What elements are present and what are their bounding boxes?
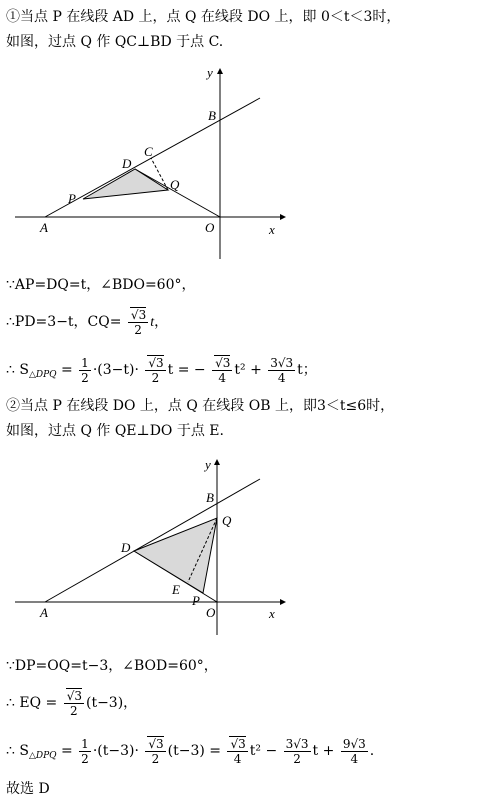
fig2-label-A: A xyxy=(40,605,48,620)
case2-area-line: ∴ $S_{\triangle DPQ}$ = $\frac{1}{2}$ ·(t−3)· $\frac{√3}{2}$ (t−3) = $\frac{√3}{4}$ t² − $\frac{3√3}{2}$ t + $\frac{9√3}{4}$ . xyxy=(6,736,375,766)
fig1-label-Q: Q xyxy=(170,177,180,192)
case2-eq-line: ∴ EQ = $\frac{√3}{2}$ (t−3)， xyxy=(6,688,138,718)
case1-area-line: ∴ $S_{\triangle DPQ}$ = $\frac{1}{2}$ ·(3−t)· $\frac{√3}{2}$ t = − $\frac{√3}{4}$ t² + $\frac{3√3}{4}$ t； xyxy=(6,355,317,385)
fig2-label-x: x xyxy=(269,606,275,621)
fig1-label-O: O xyxy=(205,220,215,235)
fig2-label-E: E xyxy=(172,582,180,597)
fig1-label-P: P xyxy=(68,191,76,206)
fig1-label-B: B xyxy=(208,108,216,123)
answer: 故选 D xyxy=(6,781,50,797)
figure-1 xyxy=(10,64,290,264)
case1-subtitle: 如图，过点 Q 作 QC⊥BD 于点 C. xyxy=(6,34,224,50)
fig2-label-D: D xyxy=(121,540,131,555)
frac-sqrt3-over-2: $\frac{√3}{2}$ xyxy=(128,308,148,337)
case1-pd-line: ∴PD=3−t，CQ= $\frac{√3}{2}$ t， xyxy=(6,307,169,337)
fig1-label-y: y xyxy=(207,65,213,80)
fig2-label-B: B xyxy=(206,490,214,505)
fig2-label-Q: Q xyxy=(222,513,232,528)
case1-title: ①当点 P 在线段 AD 上，点 Q 在线段 DO 上，即 0＜t＜3时， xyxy=(6,9,401,25)
fig1-label-C: C xyxy=(144,144,153,159)
fig1-label-A: A xyxy=(40,220,48,235)
case2-given: ∵DP=OQ=t−3，∠BOD=60°， xyxy=(6,658,218,674)
fig1-label-D: D xyxy=(122,156,132,171)
case1-given: ∵AP=DQ=t，∠BDO=60°， xyxy=(6,277,196,293)
fig2-label-y: y xyxy=(205,457,211,472)
fig2-label-O: O xyxy=(206,605,216,620)
fig2-label-P: P xyxy=(192,593,200,608)
case1-pd: ∴PD=3−t，CQ= xyxy=(6,314,122,330)
case2-subtitle: 如图，过点 Q 作 QE⊥DO 于点 E. xyxy=(6,423,224,439)
case2-title: ②当点 P 在线段 DO 上，点 Q 在线段 OB 上，即3＜t≤6时， xyxy=(6,398,395,414)
figure-2 xyxy=(10,455,290,635)
fig1-label-x: x xyxy=(269,222,275,237)
